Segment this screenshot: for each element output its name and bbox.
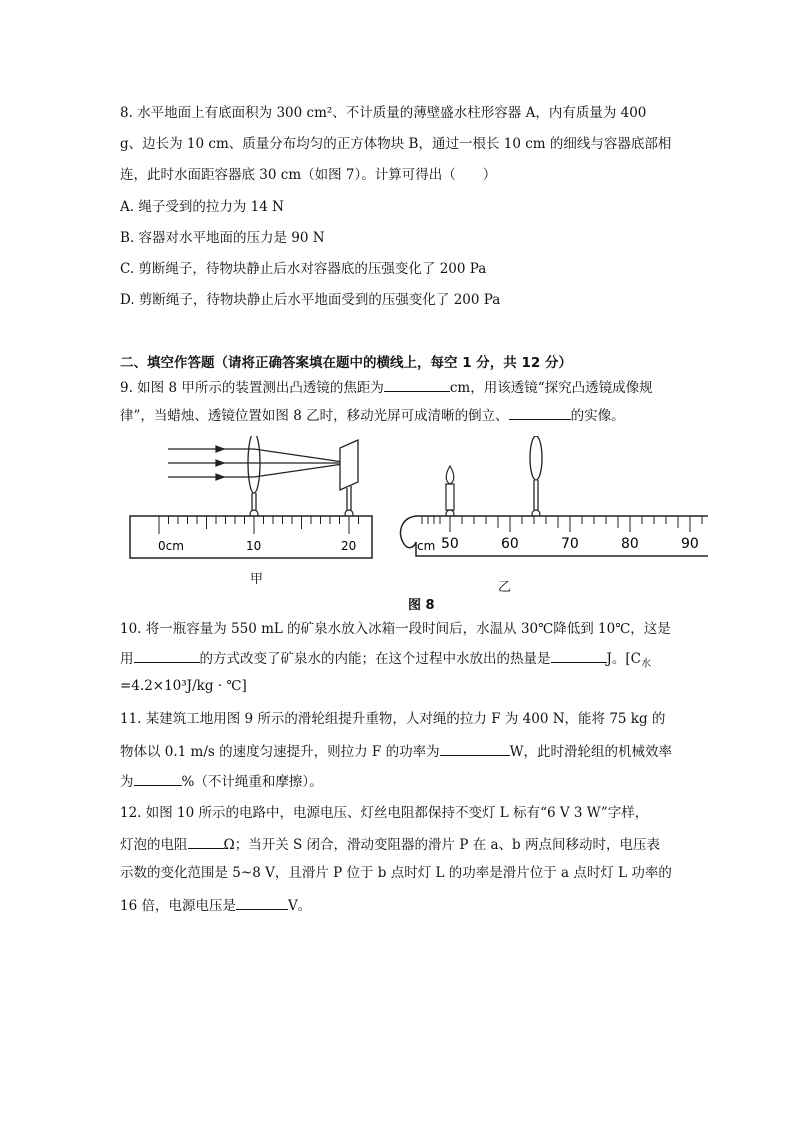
q12-line-2 [120, 834, 660, 854]
q8-line-2: g、边长为 10 cm、质量分布均匀的正方体物块 B，通过一根长 10 cm 的细线与容器底部相 [120, 136, 672, 152]
q11-line-3 [120, 771, 323, 791]
q8-option-a: A. 绳子受到的拉力为 14 N [120, 199, 284, 215]
q10-blank-1[interactable] [134, 648, 200, 663]
candle [446, 484, 454, 510]
q12-text-4b: V。 [287, 898, 312, 914]
q10-text-2c: J。[C [606, 651, 642, 667]
ruler-yi-label-cm: cm [417, 539, 436, 553]
q9-line-1 [120, 377, 653, 397]
q10-line-2 [120, 648, 651, 674]
figure-8-jia-label: 甲 [250, 572, 264, 587]
ruler-yi-label-90: 90 [681, 536, 699, 552]
ruler-yi-label-60: 60 [501, 536, 519, 552]
lens-yi [530, 436, 542, 480]
figure-8 [128, 436, 708, 612]
q12-line-4 [120, 895, 311, 915]
q11-text-3a: 为 [120, 774, 134, 790]
q8-line-1: 8. 水平地面上有底面积为 300 cm²、不计质量的薄壁盛水柱形容器 A，内有质量为 400 [120, 105, 647, 121]
q9-blank-2[interactable] [509, 405, 571, 420]
candle-flame [446, 466, 454, 484]
lens-jia [248, 436, 260, 493]
ruler-jia-label-0: 0cm [158, 539, 184, 553]
q8-option-d: D. 剪断绳子，待物块静止后水平地面受到的压强变化了 200 Pa [120, 292, 501, 308]
ruler-yi-label-50: 50 [441, 536, 459, 552]
q10-blank-2[interactable] [551, 648, 607, 663]
figure-8-yi-label: 乙 [498, 580, 512, 595]
q10-text-2a: 用 [120, 651, 134, 667]
q11-line-1: 11. 某建筑工地用图 9 所示的滑轮组提升重物，人对绳的拉力 F 为 400 N，能将 75 kg 的 [120, 711, 666, 727]
figure-8-caption: 图 8 [408, 598, 435, 613]
q8-line-3: 连，此时水面距容器底 30 cm（如图 7）。计算可得出（ ） [120, 167, 497, 183]
q8-option-b: B. 容器对水平地面的压力是 90 N [120, 230, 325, 246]
q10-line-3: =4.2×10³J/kg · ℃] [120, 678, 247, 694]
ruler-yi-label-70: 70 [561, 536, 579, 552]
ruler-jia-label-10: 10 [246, 539, 262, 553]
q9-text-2b: 的实像。 [570, 408, 625, 424]
q9-text-2a: 律”，当蜡烛、透镜位置如图 8 乙时，移动光屏可成清晰的倒立、 [120, 408, 509, 424]
q11-text-3b: %（不计绳重和摩擦）。 [181, 774, 323, 790]
ruler-jia-label-20: 20 [341, 539, 357, 553]
q12-line-3: 示数的变化范围是 5~8 V，且滑片 P 位于 b 点时灯 L 的功率是滑片位于 a 点时灯 L 功率的 [120, 865, 672, 881]
q12-blank-1[interactable] [188, 834, 224, 849]
screen-jia [340, 440, 358, 490]
section-2-title: 二、填空作答题（请将正确答案填在题中的横线上，每空 1 分，共 12 分） [120, 355, 572, 371]
q12-text-2a: 灯泡的电阻 [120, 837, 188, 853]
q12-text-4a: 16 倍，电源电压是 [120, 898, 236, 914]
q9-text-1a: 9. 如图 8 甲所示的装置测出凸透镜的焦距为 [120, 380, 384, 396]
q11-text-2b: W，此时滑轮组的机械效率 [509, 744, 672, 760]
q10-line-1: 10. 将一瓶容量为 550 mL 的矿泉水放入冰箱一段时间后，水温从 30℃降低到 10℃，这是 [120, 621, 671, 637]
q9-blank-1[interactable] [384, 377, 450, 392]
q10-subscript: 水 [641, 658, 652, 670]
ruler-yi-label-80: 80 [621, 536, 639, 552]
q12-blank-2[interactable] [236, 895, 288, 910]
q9-text-1b: cm，用该透镜“探究凸透镜成像规 [449, 380, 653, 396]
q12-line-1: 12. 如图 10 所示的电路中，电源电压、灯丝电阻都保持不变灯 L 标有“6 V 3 W”字样， [120, 805, 649, 821]
q11-blank-1[interactable] [440, 741, 510, 756]
q11-blank-2[interactable] [134, 771, 182, 786]
q8-option-c: C. 剪断绳子，待物块静止后水对容器底的压强变化了 200 Pa [120, 261, 487, 277]
figure-8-drawing [128, 436, 708, 612]
q10-text-2b: 的方式改变了矿泉水的内能；在这个过程中水放出的热量是 [199, 651, 551, 667]
q11-line-2 [120, 741, 672, 761]
q12-text-2b: Ω；当开关 S 闭合，滑动变阻器的滑片 P 在 a、b 两点间移动时，电压表 [223, 837, 660, 853]
q11-text-2a: 物体以 0.1 m/s 的速度匀速提升，则拉力 F 的功率为 [120, 744, 440, 760]
q9-line-2 [120, 405, 625, 425]
